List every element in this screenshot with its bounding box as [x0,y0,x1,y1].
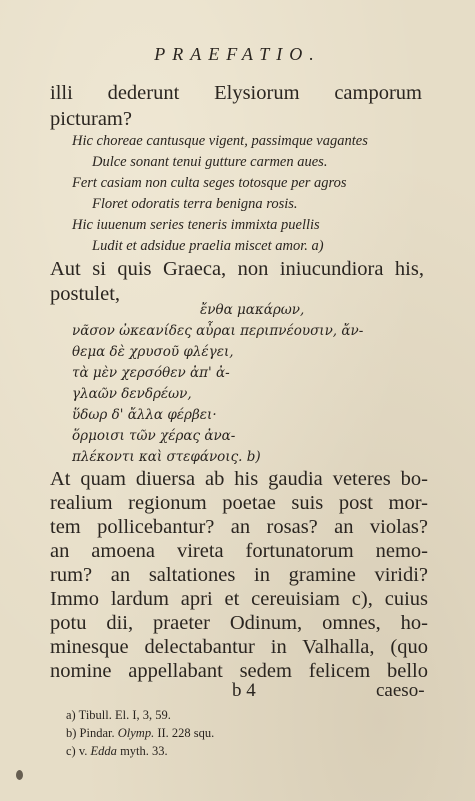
running-header: PRAEFATIO. [154,44,321,64]
text-line: rum? an saltationes in gramine viridi? [50,564,428,586]
text-line: tem pollicebantur? an rosas? an violas? [50,516,428,538]
text-line: potu dii, praeter Odinum, omnes, ho- [50,612,428,634]
footnote-mark: a) [66,708,76,722]
footnote-text: II. 228 squ. [157,726,215,740]
catchword: caeso- [376,680,425,701]
text-line: postulet, [50,283,121,305]
text-line: Fert casiam non culta seges totosque per agros [72,175,347,191]
text-line: Floret odoratis terra benigna rosis. [92,196,298,212]
text-line: ὅρμοισι τῶν χέρας ἀνα- [72,428,236,444]
text-line: ἔνθα μακάρων, [200,302,305,318]
footnote-title: Edda [90,744,117,758]
footnote-text: Pindar. [79,726,115,740]
text-line: ὕδωρ δ' ἄλλα φέρβει· [72,407,217,423]
footnote-mark: b) [66,726,77,740]
footnote-b [66,726,214,741]
footnote-text: Tibull. El. I, 3, 59. [78,708,171,722]
text-line: Hic choreae cantusque vigent, passimque vagantes [72,133,368,149]
signature-mark: b 4 [232,680,256,701]
text-line: picturam? [50,108,132,130]
text-line: θεμα δὲ χρυσοῦ φλέγει, [72,344,234,360]
text-line: Immo lardum apri et cereuisiam c), cuius [50,588,428,610]
text-line: Aut si quis Graeca, non iniucundiora his, [50,258,424,280]
footnote-text: myth. 33. [120,744,168,758]
text-line: realium regionum poetae suis post mor- [50,492,428,514]
text-line: nomine appellabant sedem felicem bello [50,660,428,682]
footnote-c [66,744,168,759]
text-line: At quam diuersa ab his gaudia veteres bo- [50,468,428,490]
text-line: γλαῶν δενδρέων, [72,386,192,402]
text-line: Ludit et adsidue praelia miscet amor. a) [92,238,324,254]
text-line: Dulce sonant tenui gutture carmen aues. [92,154,328,170]
ink-spot [16,770,23,780]
footnote-a [66,708,171,723]
text-line: illi dederunt Elysiorum camporum [50,82,422,104]
footnote-title: Olymp. [117,726,155,740]
text-line: τὰ μὲν χερσόθεν ἀπ' ἀ- [72,365,230,381]
text-line: πλέκοντι καὶ στεφάνοις. b) [72,449,261,465]
text-line: νᾶσον ὠκεανίδες αὖραι περιπνέουσιν, ἄν- [72,323,364,339]
text-line: Hic iuuenum series teneris immixta puellis [72,217,320,233]
footnote-text: v. [78,744,88,758]
footnote-mark: c) [66,744,76,758]
text-line: minesque delectabantur in Valhalla, (quo [50,636,428,658]
text-line: an amoena vireta fortunatorum nemo- [50,540,428,562]
